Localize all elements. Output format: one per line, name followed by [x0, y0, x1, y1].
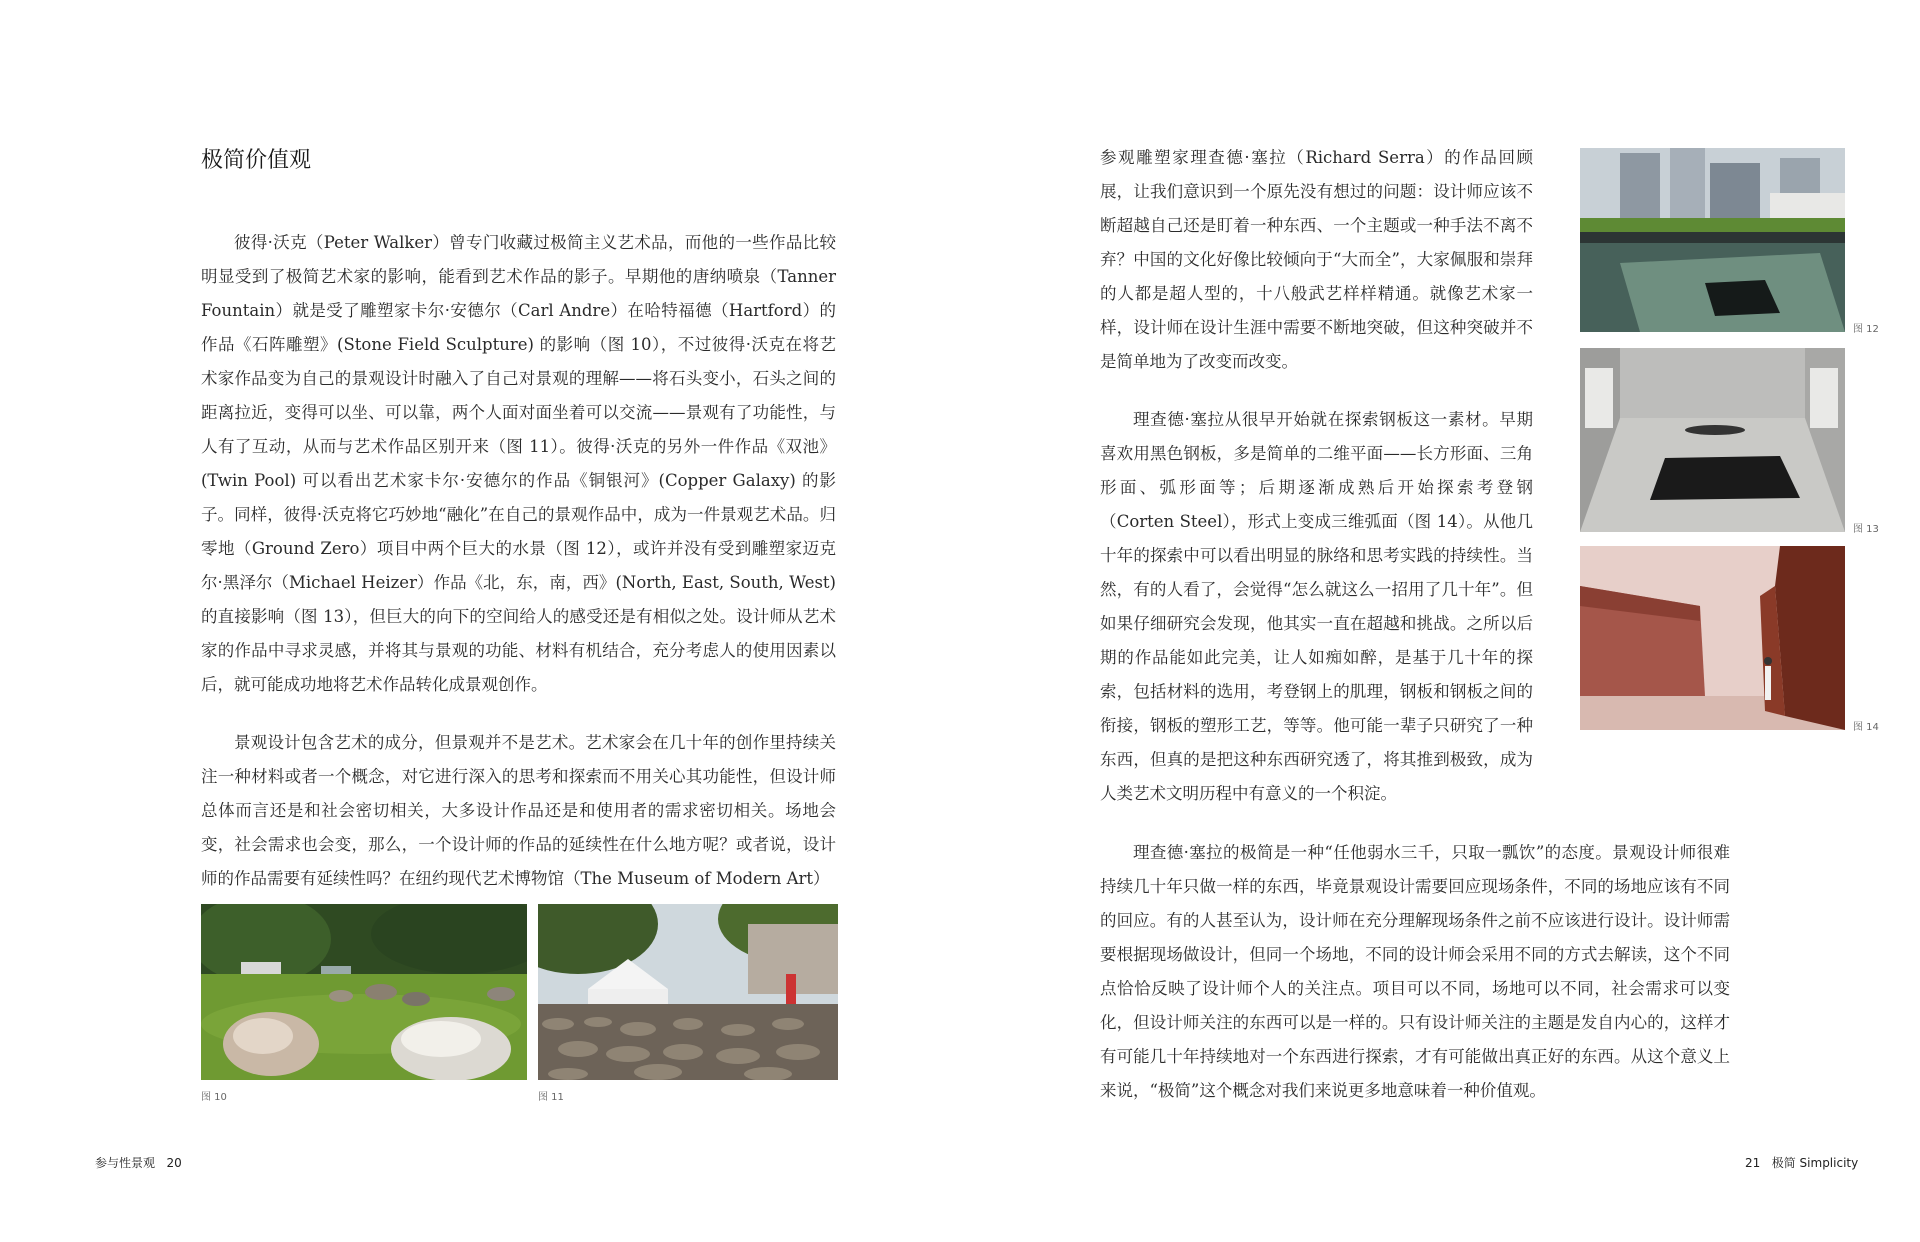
right-paragraph-2: 理查德·塞拉从很早开始就在探索钢板这一素材。早期喜欢用黑色钢板，多是简单的二维平面——长方形面、三角形面、弧形面等；后期逐渐成熟后开始探索考登钢（Corten Steel），形式上变成三维弧面（图 14）。从他几十年的探索中可以看出明显的脉络和思考实践的持续性。当然，有的人看了，会觉得“怎么就这么一招用了几十年”。但如果仔细研究会发现，他其实一直在超越和挑战。之所以后期的作品能如此完美，让人如痴如醉，是基于几十年的探索，包括材料的选用，考登钢上的肌理，钢板和钢板之间的衔接，钢板的塑形工艺，等等。他可能一辈子只研究了一种东西，但真的是把这种东西研究透了，将其推到极致，成为人类艺术文明历程中有意义的一个积淀。: [1100, 410, 1533, 803]
figure-14-image: [1580, 546, 1845, 730]
right-footer: [1745, 1154, 1858, 1171]
figure-13-caption: 图 13: [1853, 524, 1879, 535]
left-paragraph-1: 彼得·沃克（Peter Walker）曾专门收藏过极简主义艺术品，而他的一些作品比较明显受到了极简艺术家的影响，能看到艺术作品的影子。早期他的唐纳喷泉（Tanner Fountain）就是受了雕塑家卡尔·安德尔（Carl Andre）在哈特福德（Hartford）的作品《石阵雕塑》(Stone Field Sculpture) 的影响（图 10），不过彼得·沃克在将艺术家作品变为自己的景观设计时融入了自己对景观的理解——将石头变小，石头之间的距离拉近，变得可以坐、可以靠，两个人面对面坐着可以交流——景观有了功能性，与人有了互动，从而与艺术作品区别开来（图 11）。彼得·沃克的另外一件作品《双池》(Twin Pool) 可以看出艺术家卡尔·安德尔的作品《铜银河》(Copper Galaxy) 的影子。同样，彼得·沃克将它巧妙地“融化”在自己的景观作品中，成为一件景观艺术品。归零地（Ground Zero）项目中两个巨大的水景（图 12），或许并没有受到雕塑家迈克尔·黑泽尔（Michael Heizer）作品《北，东，南，西》(North, East, South, West) 的直接影响（图 13），但巨大的向下的空间给人的感受还是有相似之处。设计师从艺术家的作品中寻求灵感，并将其与景观的功能、材料有机结合，充分考虑人的使用因素以后，就可能成功地将艺术作品转化成景观创作。: [201, 233, 836, 694]
section-title: 极简价值观: [201, 148, 312, 173]
right-paragraph-3: 理查德·塞拉的极简是一种“任他弱水三千，只取一瓢饮”的态度。景观设计师很难持续几十年只做一样的东西，毕竟景观设计需要回应现场条件，不同的场地应该有不同的回应。有的人甚至认为，设计师在充分理解现场条件之前不应该进行设计。设计师需要根据现场做设计，但同一个场地，不同的设计师会采用不同的方式去解读，这个不同点恰恰反映了设计师个人的关注点。项目可以不同，场地可以不同，社会需求可以变化，但设计师关注的东西可以是一样的。只有设计师关注的主题是发自内心的，这样才有可能几十年持续地对一个东西进行探索，才有可能做出真正好的东西。从这个意义上来说，“极简”这个概念对我们来说更多地意味着一种价值观。: [1100, 843, 1730, 1100]
right-paragraph-1: 参观雕塑家理查德·塞拉（Richard Serra）的作品回顾展，让我们意识到一个原先没有想过的问题：设计师应该不断超越自己还是盯着一种东西、一个主题或一种手法不离不弃？中国的文化好像比较倾向于“大而全”，大家佩服和崇拜的人都是超人型的，十八般武艺样样精通。就像艺术家一样，设计师在设计生涯中需要不断地突破，但这种突破并不是简单地为了改变而改变。: [1100, 148, 1533, 371]
right-footer-title: 极简 Simplicity: [1771, 1156, 1859, 1170]
figure-10-caption: 图 10: [201, 1092, 227, 1103]
figure-12-caption: 图 12: [1853, 324, 1879, 335]
left-paragraph-2: 景观设计包含艺术的成分，但景观并不是艺术。艺术家会在几十年的创作里持续关注一种材料或者一个概念，对它进行深入的思考和探索而不用关心其功能性，但设计师总体而言还是和社会密切相关，大多设计作品还是和使用者的需求密切相关。场地会变，社会需求也会变，那么，一个设计师的作品的延续性在什么地方呢？或者说，设计师的作品需要有延续性吗？在纽约现代艺术博物馆（The Museum of Modern Art）: [201, 733, 836, 888]
figure-12-image: [1580, 148, 1845, 332]
right-footer-page-number: 21: [1745, 1156, 1761, 1170]
figure-14-caption: 图 14: [1853, 722, 1879, 733]
left-footer-title: 参与性景观: [95, 1156, 156, 1170]
figure-13-image: [1580, 348, 1845, 532]
left-footer-page-number: 20: [166, 1156, 182, 1170]
figure-11-caption: 图 11: [538, 1092, 564, 1103]
left-footer: [95, 1154, 182, 1171]
figure-10-image: [201, 904, 527, 1080]
figure-11-image: [538, 904, 838, 1080]
